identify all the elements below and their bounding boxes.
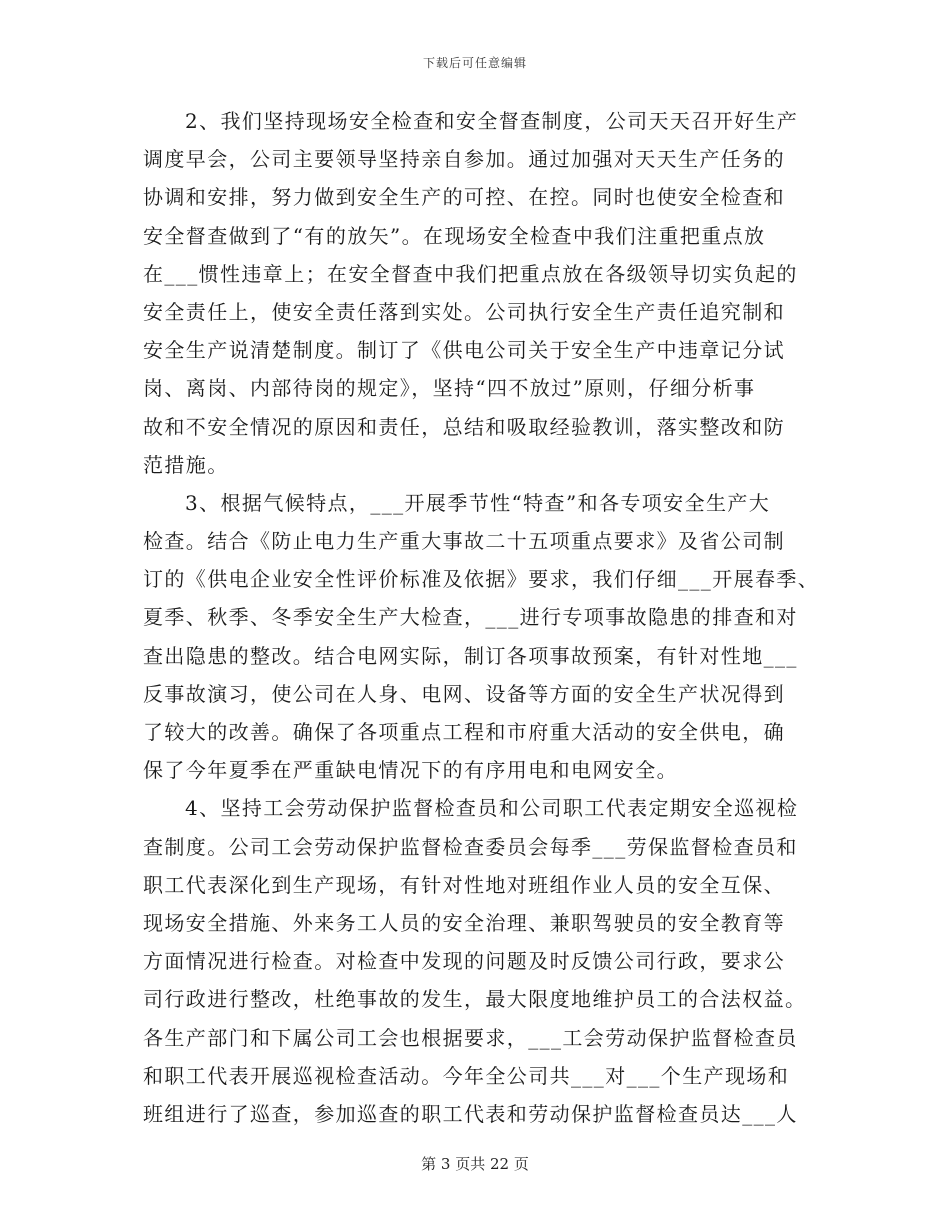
paragraph-line: 检查。结合《防止电力生产重大事故二十五项重点要求》及省公司制 <box>143 529 785 554</box>
paragraph-line: 方面情况进行检查。对检查中发现的问题及时反馈公司行政，要求公 <box>143 949 785 974</box>
paragraph-line: 安全责任上，使安全责任落到实处。公司执行安全生产责任追究制和 <box>143 299 785 324</box>
paragraph-line: 了较大的改善。确保了各项重点工程和市府重大活动的安全供电，确 <box>143 720 785 744</box>
paragraph-line: 和职工代表开展巡视检查活动。今年全公司共___对___个生产现场和 <box>143 1063 790 1088</box>
paragraph-line: 故和不安全情况的原因和责任，总结和吸取经验教训，落实整改和防 <box>143 414 785 439</box>
paragraph-line: 在___惯性违章上；在安全督查中我们把重点放在各级领导切实负起的 <box>143 261 798 286</box>
paragraph-line: 协调和安排，努力做到安全生产的可控、在控。同时也使安全检查和 <box>143 185 785 210</box>
paragraph-line: 订的《供电企业安全性评价标准及依据》要求，我们仔细___开展春季、 <box>143 567 820 592</box>
paragraph-line: 班组进行了巡查，参加巡查的职工代表和劳动保护监督检查员达___人 <box>143 1101 798 1126</box>
paragraph-line: 3、根据气候特点，___开展季节性“特查”和各专项安全生产大 <box>185 490 771 515</box>
paragraph-line: 4、坚持工会劳动保护监督检查员和公司职工代表定期安全巡视检 <box>185 796 799 821</box>
paragraph-line: 安全督查做到了“有的放矢”。在现场安全检查中我们注重把重点放 <box>143 223 766 248</box>
paragraph-line: 查出隐患的整改。结合电网实际，制订各项事故预案，有针对性地___ <box>143 643 798 668</box>
header-note: 下载后可任意编辑 <box>422 56 527 70</box>
paragraph-line: 反事故演习，使公司在人身、电网、设备等方面的安全生产状况得到 <box>143 681 785 706</box>
paragraph-line: 查制度。公司工会劳动保护监督检查委员会每季___劳保监督检查员和 <box>143 834 798 859</box>
paragraph-line: 司行政进行整改，杜绝事故的发生，最大限度地维护员工的合法权益。 <box>143 987 807 1012</box>
paragraph-line: 2、我们坚持现场安全检查和安全督查制度，公司天天召开好生产 <box>185 109 799 133</box>
paragraph-line: 安全生产说清楚制度。制订了《供电公司关于安全生产中违章记分试 <box>143 338 785 363</box>
paragraph-line: 现场安全措施、外来务工人员的安全治理、兼职驾驶员的安全教育等 <box>143 910 785 935</box>
paragraph-line: 职工代表深化到生产现场，有针对性地对班组作业人员的安全互保、 <box>143 872 785 897</box>
paragraph-line: 各生产部门和下属公司工会也根据要求，___工会劳动保护监督检查员 <box>143 1025 798 1050</box>
paragraph-line: 夏季、秋季、冬季安全生产大检查，___进行专项事故隐患的排查和对 <box>143 605 798 630</box>
document-body <box>143 102 820 1133</box>
paragraph-line: 岗、离岗、内部待岗的规定》，坚持“四不放过”原则，仔细分析事 <box>143 376 756 401</box>
paragraph-line: 范措施。 <box>143 452 229 477</box>
page-number: 第 3 页共 22 页 <box>421 1155 529 1173</box>
paragraph-line: 保了今年夏季在严重缺电情况下的有序用电和电网安全。 <box>143 758 678 783</box>
paragraph-line: 调度早会，公司主要领导坚持亲自参加。通过加强对天天生产任务的 <box>143 147 785 172</box>
